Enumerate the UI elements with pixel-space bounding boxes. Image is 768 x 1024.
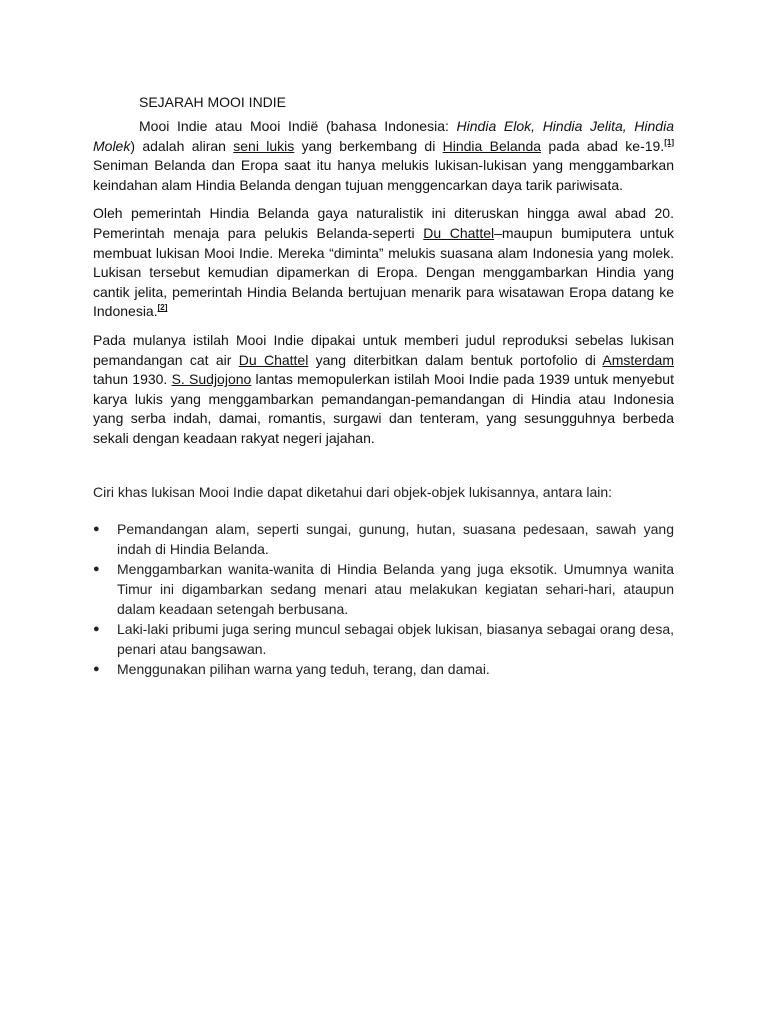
- link-du-chattel[interactable]: Du Chattel: [423, 224, 495, 241]
- text: Seniman Belanda dan Eropa saat itu hanya melukis lukisan-lukisan yang menggambarkan keindahan alam Hindia Belanda dengan tujuan menggencarkan daya tarik pariwisata.: [93, 157, 674, 193]
- document-body: [93, 92, 674, 679]
- bullet-icon: ●: [93, 522, 100, 535]
- link-hindia-belanda[interactable]: Hindia Belanda: [442, 137, 542, 154]
- italic-translation: Hindia Elok, Hindia Jelita, Hindia Molek: [93, 118, 674, 154]
- text: Oleh pemerintah Hindia Belanda gaya naturalistik ini diteruskan hingga awal abad 20. Pemerintah menaja para pelukis Belanda-seperti: [93, 205, 674, 241]
- link-s-sudjojono[interactable]: S. Sudjojono: [171, 371, 252, 388]
- bullet-icon: ●: [93, 562, 100, 575]
- paragraph-intro-mooi-indie: [93, 117, 674, 195]
- list-item-text: Menggambarkan wanita-wanita di Hindia Belanda yang juga eksotik. Umumnya wanita Timur ini digambarkan sedang menari atau melakukan kegiatan sehari-hari, ataupun dalam keadaan setengah berbusana.: [117, 560, 674, 617]
- link-amsterdam[interactable]: Amsterdam: [602, 351, 674, 368]
- paragraph-pemerintah: [93, 204, 674, 322]
- footnote-link-1[interactable]: [1]: [664, 137, 674, 147]
- list-item: [93, 619, 674, 659]
- list-item: [93, 519, 674, 559]
- list-item-text: Pemandangan alam, seperti sungai, gunung, hutan, suasana pedesaan, sawah yang indah di Hindia Belanda.: [117, 520, 674, 557]
- text: Pada mulanya istilah Mooi Indie dipakai untuk memberi judul reproduksi sebelas lukisan pemandangan cat air: [93, 331, 674, 368]
- footnote-ref-1: [664, 138, 674, 147]
- text: –maupun bumiputera untuk membuat lukisan Mooi Indie. Mereka “diminta” melukis suasana alam Indonesia yang molek. Lukisan tersebut kemudian dipamerkan di Eropa. Dengan menggambarkan Hindia yang cantik jelita, pemerintah Hindia Belanda bertujuan menarik para wisatawan Eropa datang ke Indonesia.: [93, 224, 674, 320]
- list-item: [93, 559, 674, 619]
- list-item-text: Menggunakan pilihan warna yang teduh, terang, dan damai.: [117, 660, 490, 677]
- link-seni-lukis[interactable]: seni lukis: [233, 137, 295, 154]
- footnote-link-2[interactable]: [2]: [157, 303, 168, 313]
- bullet-icon: ●: [93, 622, 100, 635]
- feature-list: [93, 519, 674, 679]
- footnote-ref-2: [158, 303, 168, 312]
- text: yang berkembang di: [294, 137, 443, 154]
- page-title: SEJARAH MOOI INDIE: [139, 94, 287, 110]
- list-item-text: Laki-laki pribumi juga sering muncul sebagai objek lukisan, biasanya sebagai orang desa, penari atau bangsawan.: [117, 620, 674, 657]
- text: ) adalah aliran: [130, 137, 234, 154]
- paragraph-istilah: [93, 331, 674, 449]
- text: Mooi Indie atau Mooi Indië (bahasa Indonesia:: [139, 118, 457, 134]
- list-item: [93, 659, 674, 679]
- bullet-icon: ●: [93, 662, 100, 675]
- text: yang diterbitkan dalam bentuk portofolio di: [308, 351, 603, 368]
- list-intro: Ciri khas lukisan Mooi Indie dapat diketahui dari objek-objek lukisannya, antara lain:: [93, 483, 613, 500]
- text: lantas memopulerkan istilah Mooi Indie pada 1939 untuk menyebut karya lukis yang menggambarkan pemandangan-pemandangan di Hindia atau Indonesia yang serba indah, damai, romantis, surgawi dan tenteram, yang sesungguhnya berbeda sekali dengan keadaan rakyat negeri jajahan.: [93, 371, 674, 446]
- link-du-chattel[interactable]: Du Chattel: [238, 351, 309, 368]
- text: pada abad ke-19.: [541, 137, 665, 154]
- text: tahun 1930.: [93, 371, 172, 388]
